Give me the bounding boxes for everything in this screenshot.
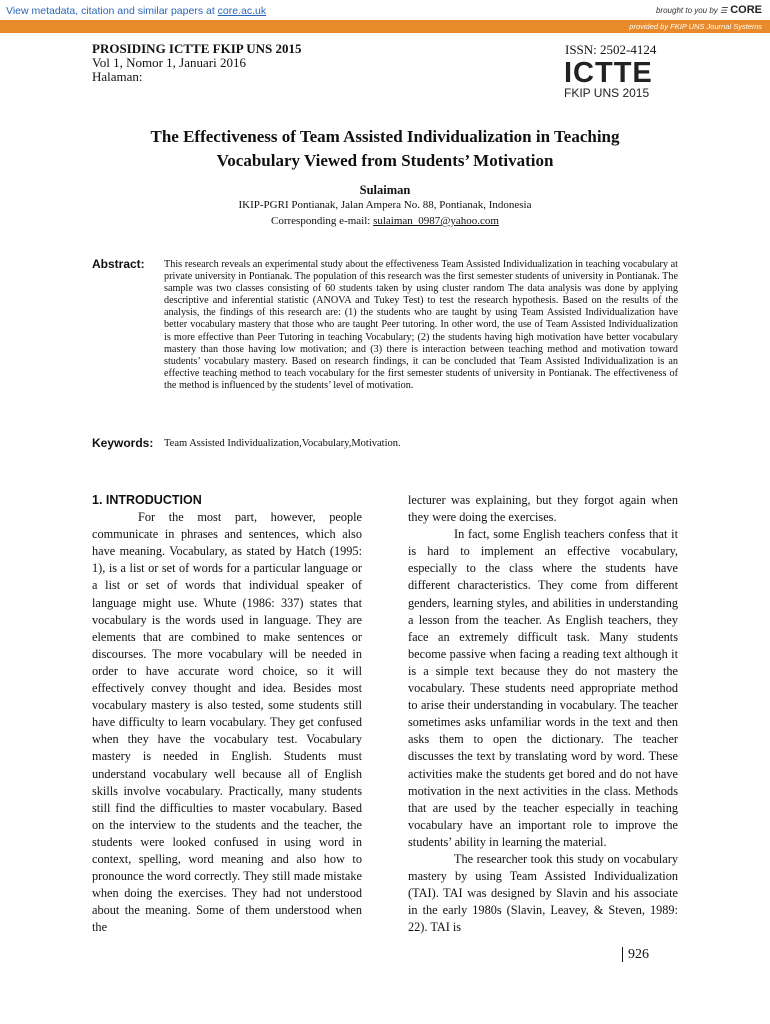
left-column [92,492,362,936]
abstract-label: Abstract: [92,257,145,271]
core-logo-icon: ☰ [720,6,728,15]
ictte-logo [564,58,664,100]
core-link[interactable]: core.ac.uk [217,5,267,17]
brought-text: brought to you by [655,6,718,15]
brought-by[interactable] [656,4,762,16]
logo-big: ICTTE [564,57,653,89]
core-label: CORE [730,4,762,16]
logo-small: FKIP UNS 2015 [564,86,650,100]
pages-label: Halaman: [92,69,143,84]
proceeding-name: PROSIDING ICTTE FKIP UNS 2015 [92,41,302,56]
section-heading: 1. INTRODUCTION [92,493,202,507]
right-column [408,492,678,936]
proceeding-header [92,42,301,84]
metadata-prefix: View metadata, citation and similar papers at [6,5,215,17]
page-number [622,947,649,963]
issn: ISSN: 2502-4124 [565,42,657,57]
email-link[interactable]: sulaiman_0987@yahoo.com [373,215,499,227]
email-line [0,215,770,227]
right-paragraph-3: The researcher took this study on vocabulary mastery by using Team Assisted Individualization (TAI). TAI was designed by Slavin and his associate in the early 1980s (Slavin, Leavey, & Steven, 1989: 22). TAI is [408,851,678,935]
core-banner [0,0,770,20]
provider-text: provided by FKIP UNS Journal Systems [629,22,762,31]
paper-title [100,125,670,173]
right-paragraph-2: In fact, some English teachers confess that it is hard to implement an effective vocabulary, especially to the class where the students have different characteristics. They come from different genders, learning styles, and abilities in understanding a lesson from the teacher. As English teachers, they face an extremely difficult task. Many students become passive when facing a reading text although it is a simple text because they do not mastery the vocabulary. These students need appropriate method to arise their understanding in vocabulary. The teacher sometimes asks unfamiliar words in the text and then asks them to open the dictionary. The teacher discusses the text by translating word by word. These activities make the students get bored and do not have motivation in the next activities in the class. Methods that are used by the teacher especially in teaching vocabulary have an important role to improve the students’ ability in learning the material. [408,527,678,849]
provider-bar [0,20,770,33]
metadata-line [6,5,266,17]
keywords-text: Team Assisted Individualization,Vocabulary,Motivation. [164,438,401,449]
keywords-label: Keywords: [92,436,154,450]
volume-info: Vol 1, Nomor 1, Januari 2016 [92,55,246,70]
abstract-text: This research reveals an experimental study about the effectiveness Team Assisted Individualization in teaching vocabulary at private university in Pontianak. The population of this research was the first semester students of university in Pontianak. The sample was two classes consisting of 60 students taken by using cluster random The data analysis was done by applying descriptive and inferential statistic (ANOVA and Tukey Test) to test the research hypothesis. Based on the results of the analysis, the findings of this research are: (1) the students who are taught by using Team Assisted Individualization have better vocabulary mastery that those who are taught Peer tutoring. In other word, the use of Team Assisted Individualization is more effective than Peer Tutoring in teaching Vocabulary; (2) the students having high motivation have better vocabulary mastery than those having low motivation; and (3) there is interaction between teaching method and motivation toward students’ vocabulary mastery. Based on research findings, it can be concluded that Team Assisted Individualization is an effective teaching method to teach vocabulary for the first semester students of university in Pontianak. The effectiveness of the method is influenced by the students’ level of motivation. [164,259,678,391]
title-line-1: The Effectiveness of Team Assisted Individualization in Teaching [150,127,620,146]
right-paragraph-1: lecturer was explaining, but they forgot again when they were doing the exercises. [408,493,678,525]
page-number-value: 926 [622,947,649,962]
title-line-2: Vocabulary Viewed from Students’ Motivation [216,151,554,170]
author: Sulaiman [359,183,411,197]
email-label: Corresponding e-mail: [271,215,371,227]
left-paragraph: For the most part, however, people communicate in phrases and sentences, which also have meaning. Vocabulary, as stated by Hatch (1995: 1), is a list or set of words for a particular language or a list or set of words that individual speaker of language might use. Whute (1986: 337) states that vocabulary is the words used in language. They are elements that are combined to make sentences or discourses. The more vocabulary will be needed in order to have accurate word choice, so it will effectively convey thought and idea. Besides most vocabulary mastery is also tested, some students still have difficulty to learn vocabulary. They get confused when they have the vocabulary test. Vocabulary mastery is needed in English. Students must understand vocabulary well because all of English skills involve vocabulary. Practically, many students still find the difficulties to master vocabulary. Based on the interview to the students and the teacher, the students were looked confused in using word in context, spelling, word meaning and also how to pronounce the word correctly. They still made mistake when doing the exercises. They had not understood about the meaning. Some of them understood when the [92,510,362,935]
affiliation: IKIP-PGRI Pontianak, Jalan Ampera No. 88, Pontianak, Indonesia [238,199,532,211]
